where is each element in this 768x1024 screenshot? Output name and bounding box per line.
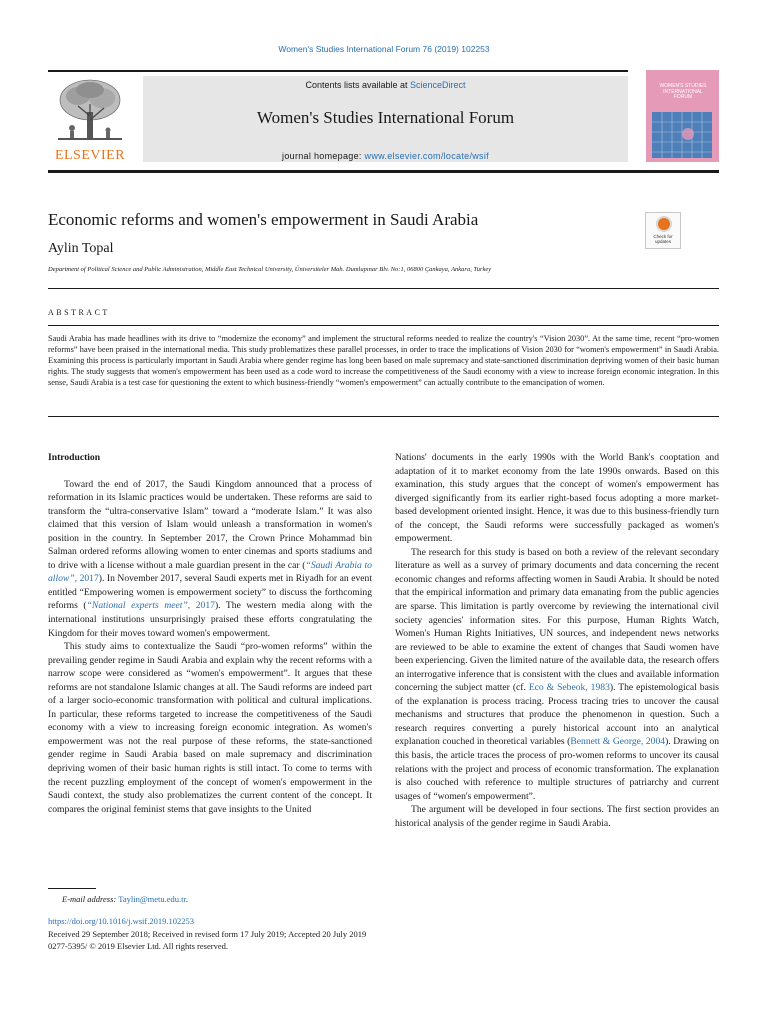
- email-label: E-mail address:: [62, 894, 117, 904]
- paragraph-text: ). In November 2017, several Saudi experts met in Riyadh for an event entitled “Empowering women is empowerment society” to discuss the forthcoming reforms (: [48, 573, 372, 612]
- doi-link[interactable]: https://doi.org/10.1016/j.wsif.2019.102253: [48, 916, 195, 926]
- journal-masthead: [143, 76, 628, 162]
- abstract-heading: ABSTRACT: [48, 308, 110, 317]
- check-for-updates-button[interactable]: [645, 212, 681, 249]
- cover-graphic: [652, 112, 712, 158]
- contents-line: [143, 80, 628, 90]
- paragraph: Nations' documents in the early 1990s with the World Bank's cooptation and adaptation of it to market economy from the late 1990s onwards. Based on this examination, this study argues that the concept of women's empowerment has diverged significantly from its earlier right-based focus adopting a more market-based development oriented insight. Hence, it was due to this business-friendly turn of the concept, the Saudi reforms were successfully packaged as women's empowerment.: [395, 452, 719, 545]
- section-rule: [48, 288, 719, 289]
- citation-year-link[interactable]: , 2017: [74, 573, 99, 585]
- crossmark-icon: [656, 216, 672, 232]
- sciencedirect-link[interactable]: ScienceDirect: [410, 80, 466, 90]
- top-rule: [48, 70, 628, 72]
- author-affiliation: Department of Political Science and Public Administration, Middle East Technical University, Üniversiteler Mah. Dumlupınar Blv. No:1, 06800 Çankaya, Ankara, Turkey: [48, 266, 492, 273]
- journal-cover-thumbnail[interactable]: [646, 70, 719, 162]
- citation-year-link[interactable]: , 2017: [187, 600, 215, 612]
- body-column-right: [395, 451, 719, 830]
- abstract-text: Saudi Arabia has made headlines with its drive to “modernize the economy” and implement the structural reforms needed to realize the country's “Vision 2030”. At the same time, recent “pro-women reforms” have been praised in the international media. This study problematizes these parallel processes, in order to trace the implications of Vision 2030 for “women's empowerment” in Saudi Arabia. Examining this process is particularly important in Saudi Arabia where gender regime has long been based on male supremacy and state-sanctioned discrimination depriving women of their basic human rights. The study suggests that women's empowerment has been used as a code word to increase the competitiveness of the Saudi economy with a view to increase foreign economic integration. In this sense, Saudi Arabia is a test case for questioning the extent to which business-friendly “women's empowerment” can actually contribute to the emancipation of women.: [48, 334, 719, 388]
- masthead-rule: [48, 170, 719, 173]
- section-rule: [48, 325, 719, 326]
- paragraph-text: Toward the end of 2017, the Saudi Kingdom announced that a process of reformation in its Islamic practices would be undertaken. These reforms are said to transform the “ultra-conservative Islam” toward a “moderate Islam.” It was also claimed that this version of Islam would unleash a transformation in women's position in the country. In September 2017, the Crown Prince Mohammad bin Salman ordered reforms allowing women to enter cinemas and sports stadiums and to drive with a license without a male guardian present in the car (: [48, 478, 372, 571]
- cover-title: WOMEN'S STUDIES INTERNATIONAL FORUM: [659, 83, 707, 100]
- crossmark-label: Check for updates: [653, 234, 673, 244]
- citation-link[interactable]: “Saudi Arabia to allow”: [48, 559, 372, 585]
- homepage-link[interactable]: www.elsevier.com/locate/wsif: [364, 151, 489, 161]
- homepage-prefix: journal homepage:: [282, 151, 365, 161]
- email-link[interactable]: Taylin@metu.edu.tr: [118, 894, 186, 904]
- section-rule: [48, 416, 719, 417]
- author-name[interactable]: Aylin Topal: [48, 241, 114, 256]
- footnote-email: [62, 894, 188, 904]
- received-dates: Received 29 September 2018; Received in revised form 17 July 2019; Accepted 20 July 2019: [48, 929, 367, 939]
- paragraph-text: ). The epistemological basis of the explanation is process tracing. Process tracing tries to uncover the causal mechanisms and structures that produce the phenomenon in question. Such a research requires converting a purely historical account into an analytical explanation couched in theoretical variables (: [395, 682, 719, 748]
- paragraph-text: The research for this study is based on both a review of the relevant secondary literature as well as a survey of primary documents and data concerning the recent economic changes and reforms affecting women in Saudi Arabia. It should be noted that the empirical information and primary data emanating from the public agencies are sparse. This limitation is partly overcome by reviewing the international civil society agencies' information sites. For this purpose, Human Rights Watch, Women's Human Rights Initiatives, UN sources, and independent news networks are reviewed to be able to examine the extent of changes that Saudi women have been experiencing. Given the limited nature of the available data, the research offers an interrogative inference that is consistent with the clues and available information concerning the subject matter (cf.: [395, 546, 719, 694]
- body-column-left: [48, 451, 372, 816]
- email-suffix: .: [185, 894, 189, 904]
- paragraph: This study aims to contextualize the Saudi “pro-women reforms” within the prevailing gender regime in Saudi Arabia and explain why the recent reforms with a narrow scope were considered as “women's empowerment”. It argues that these reforms are not standalone Islamic changes at all. The Saudi reforms are indeed part of a larger socio-economic transformation with political and cultural implications. In particular, these reforms targeted to increase the competitiveness of the Saudi economy with a view to increasing foreign economic integration. As women's empowerment was not the real purpose of these reforms, the state-sanctioned gender regime in Saudi Arabia based on male supremacy and discrimination depriving women of their basic human rights is still intact. To come to terms with the recent puzzling employment of the concept of women's empowerment in the Saudi context, the study also problematizes the current content of the concept. It compares the original feminist stems that gave insights to the United: [48, 641, 372, 815]
- footnote-rule: [48, 888, 96, 889]
- paragraph-text: ). Drawing on this basis, the article traces the process of pro-women reforms to uncover its causal relations with the project and process of economic transformation. The explanation is also couched with reference to multiple structures of patriarchy and current usages of “women's empowerment”.: [395, 736, 719, 802]
- paragraph: [48, 478, 372, 641]
- contents-prefix: Contents lists available at: [305, 80, 411, 90]
- tree-icon: [48, 76, 132, 146]
- paragraph: The argument will be developed in four sections. The first section provides an historical analysis of the gender regime in Saudi Arabia.: [395, 804, 719, 829]
- copyright-line: 0277-5395/ © 2019 Elsevier Ltd. All rights reserved.: [48, 941, 228, 951]
- homepage-line: [143, 151, 628, 161]
- citation-link[interactable]: Bennett & George, 2004: [570, 736, 666, 748]
- citation-link[interactable]: Eco & Sebeok, 1983: [528, 682, 610, 694]
- elsevier-logo[interactable]: [48, 76, 132, 164]
- elsevier-wordmark: ELSEVIER: [54, 148, 126, 163]
- article-title: Economic reforms and women's empowerment in Saudi Arabia: [48, 210, 479, 229]
- journal-reference[interactable]: Women's Studies International Forum 76 (2019) 102253: [278, 44, 490, 54]
- citation-link[interactable]: “National experts meet”: [86, 600, 188, 612]
- journal-name: Women's Studies International Forum: [256, 108, 515, 127]
- section-heading-introduction: Introduction: [48, 452, 101, 463]
- paragraph-text: ). The western media along with the international institutions unsurprisingly praised these efforts congratulating the Kingdom for their moves toward women's empowerment.: [48, 600, 372, 639]
- paragraph: [395, 546, 719, 803]
